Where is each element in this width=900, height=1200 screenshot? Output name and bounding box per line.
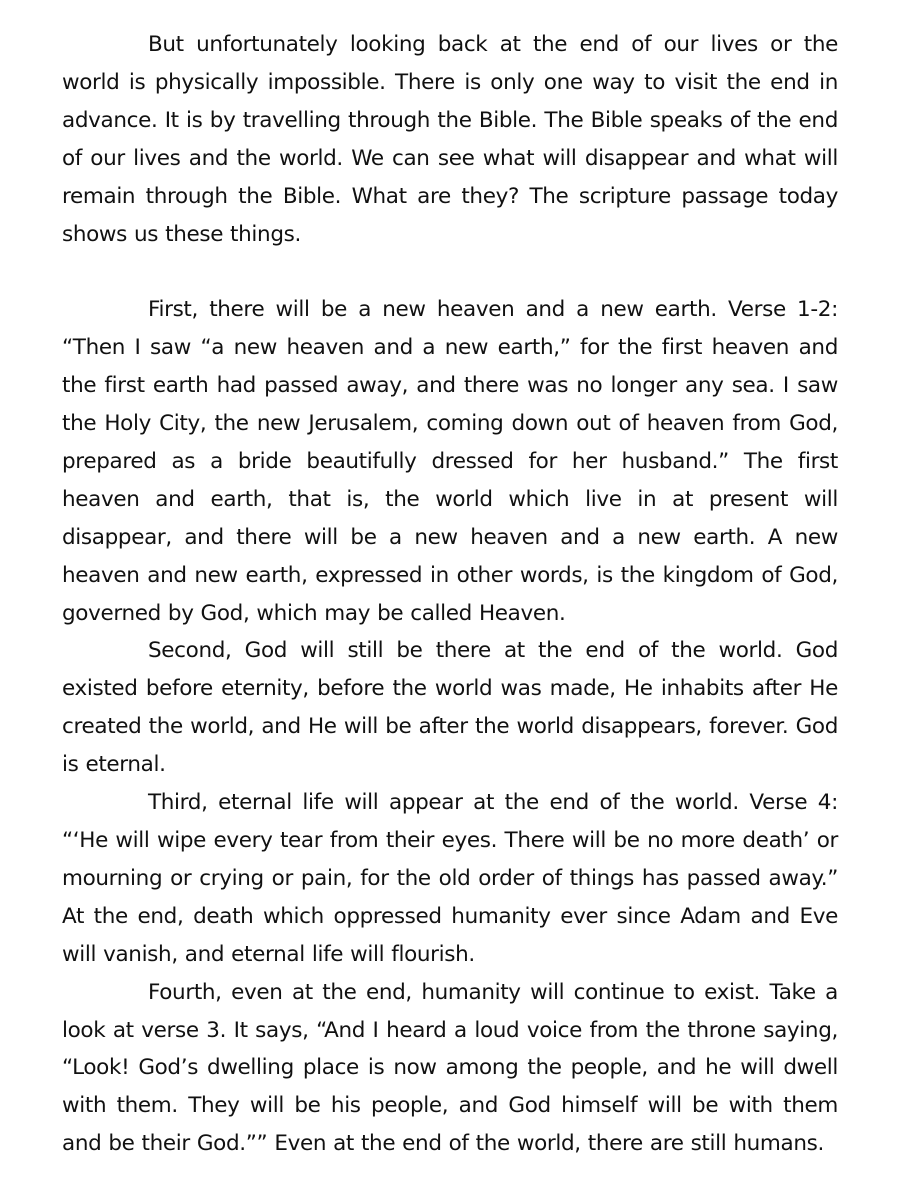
document-page — [62, 26, 838, 1163]
paragraph-third-point: Third, eternal life will appear at the end of the world. Verse 4: “‘He will wipe every tear from their eyes. There will be no more death’ or mourning or crying or pain, for the old order of things has passed away.” At the end, death which oppressed humanity ever since Adam and Eve will vanish, and eternal life will flourish. — [62, 790, 838, 967]
paragraph-first-point: First, there will be a new heaven and a new earth. Verse 1-2: “Then I saw “a new heaven and a new earth,” for the first heaven and the first earth had passed away, and there was no longer any sea. I saw the Holy City, the new Jerusalem, coming down out of heaven from God, prepared as a bride beautifully dressed for her husband.” The first heaven and earth, that is, the world which live in at present will disappear, and there will be a new heaven and a new earth. A new heaven and new earth, expressed in other words, is the kingdom of God, governed by God, which may be called Heaven. — [62, 297, 838, 626]
paragraph-intro: But unfortunately looking back at the end of our lives or the world is physically impossible. There is only one way to visit the end in advance. It is by travelling through the Bible. The Bible speaks of the end of our lives and the world. We can see what will disappear and what will remain through the Bible. What are they? The scripture passage today shows us these things. — [62, 32, 838, 247]
paragraph-second-point: Second, God will still be there at the end of the world. God existed before eternity, before the world was made, He inhabits after He created the world, and He will be after the world disappears, forever. God is eternal. — [62, 638, 838, 778]
paragraph-fourth-point: Fourth, even at the end, humanity will continue to exist. Take a look at verse 3. It says, “And I heard a loud voice from the throne saying, “Look! God’s dwelling place is now among the people, and he will dwell with them. They will be his people, and God himself will be with them and be their God.”” Even at the end of the world, there are still humans. — [62, 979, 838, 1157]
